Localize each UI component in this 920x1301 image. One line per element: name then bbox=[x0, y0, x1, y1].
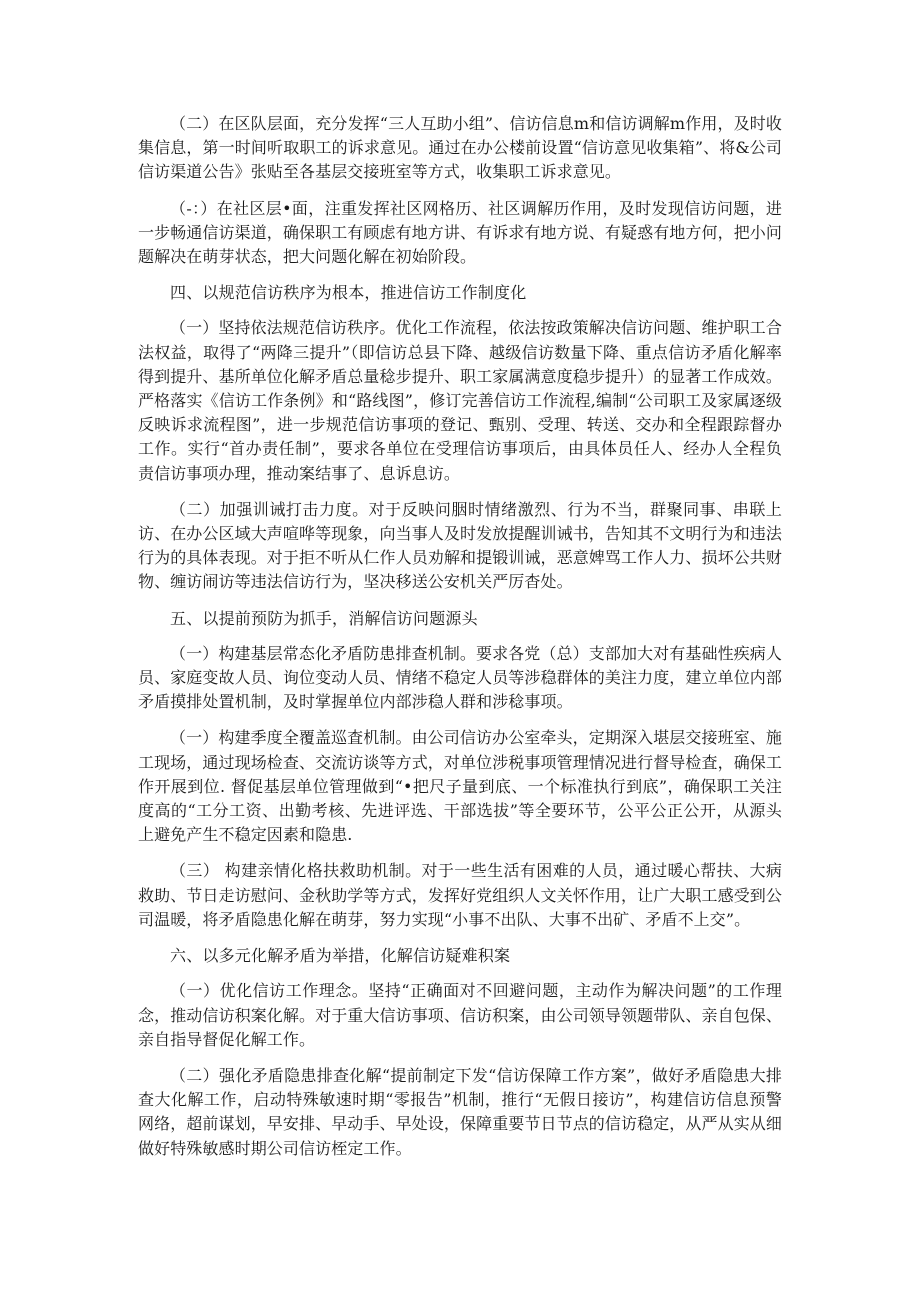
document-body bbox=[138, 112, 782, 1173]
section-heading-6: 六、以多元化解矛盾为举措，化解信访疑难积案 bbox=[170, 946, 511, 966]
paragraph-standardize-order: （一）坚持依法规范信访秩序。优化工作流程，依法按政策解决信访问题、维护职工合法权益，取得了“两降三提升”（即信访总县下降、越级信访数量下降、重点信访矛盾化解率得到提升、基所单位化解矛盾总量稔步提升、职工家属满意度稳步提升）的显著工作成效。严格落实《信访工作条例》和“路线图”，修订完善信访工作流程,编制“公司职工及家属逐级反映诉求流程图”，进一步规范信访事项的登记、甄别、受理、转送、交办和全程跟踪督办工作。实行“首办责任制”，要求各单位在受理信访事项后，由具体员任人、经办人全程负责信访事项办理，推动案结事了、息诉息访。 bbox=[138, 318, 783, 483]
paragraph-optimize-concept: （一）优化信访工作理念。坚持“正确面对不回避问题，主动作为解决问题”的工作理念，推动信访积案化解。对于重大信访事项、信访积案，由公司领导领题带队、亲自包保、亲自指导督促化解工作。 bbox=[138, 981, 783, 1049]
paragraph-admonition: （二）加强训诫打击力度。对于反映问胭时情绪激烈、行为不当，群聚同事、串联上访、在办公区域大声喧哗等现象，向当事人及时发放提醒训诫书，告知其不文明行为和违法行为的具体表现。对于拒不听从仁作人员劝解和提锻训诫，恶意婢骂工作人力、损坏公共财物、缠访闹访等违法信访行为，坚决移送公安机关严厉杳处。 bbox=[138, 499, 783, 592]
section-heading-4: 四、以规范信访秩序为根本，推进信访工作制度化 bbox=[170, 283, 527, 303]
paragraph-quarterly-inspection: （一）构建季度全覆盖巡査机制。由公司信访办公室牵头，定期深入堪层交接班室、施工现场，通过现场检查、交流访谈等方式，对单位涉税事项管理情况进行督导检査，确保工作开展到位. 督促基层单位管理做到“•把尺子量到底、一个标准执行到底”，确保职工关注度高的“工分工资、出勤考核、先进评选、干部选拔”等全要环节，公平公正公开，从源头上避免产生不稳定因素和隐患. bbox=[138, 728, 783, 845]
paragraph-community-level: （-：）在社区层•面，注重发挥社区网格历、社区调解历作用，及时发现信访问题，进一步畅通信访渠道，确保职工有顾虑有地方讲、有诉求有地方说、有疑惑有地方何，把小问题解决在萌芽状态，把大问题化解在初始阶段。 bbox=[138, 198, 783, 267]
paragraph-grassroots-screening: （一）构建基层常态化矛盾防患排查机制。要求各党（总）支部加大对有基础性疾病人员、家庭变故人员、询位变动人员、情绪不稳定人员等涉稳群体的美注力度，建立单位内部矛盾摸排处置机制，及时掌握单位内部涉稳人群和涉稔事项。 bbox=[138, 643, 783, 712]
paragraph-risk-screening: （二）强化矛盾隐患排查化解“提前制定下发“信访保障工作方案”，做好矛盾隐患大排查大化解工作，启动特殊敏速时期“零报告”机制，推行“无假日接访”，构建信访信息预警网络，超前谋划，早安排、早动手、早处设，保障重要节日节点的信访稳定，从严从实从细做好特殊敏感时期公司信访桎定工作。 bbox=[138, 1065, 783, 1158]
paragraph-district-team-level: （二）在区队层面，充分发挥“三人互助小组”、信访信息m和信访调解m作用，及时收集信息，第一时间听取职工的诉求意见。通过在办公楼前设置“信访意见收集箱”、将&公司信访渠道公告》张贴至各基层交接班室等方式，收集职工诉求意见。 bbox=[138, 114, 782, 182]
paragraph-assistance-mechanism: （三） 构建亲情化格扶救助机制。对于一些生活有困难的人员，通过暖心帮扶、大病救助、节日走访慰问、金秋助学等方式，发挥好党组织人文关怀作用，让广大职工感受到公司温暖，将矛盾隐患化解在萌芽，努力实现“小事不出队、大事不出矿、矛盾不上交”。 bbox=[138, 861, 783, 929]
section-heading-5: 五、以提前预防为抓手，消解信访问题源头 bbox=[170, 608, 478, 628]
